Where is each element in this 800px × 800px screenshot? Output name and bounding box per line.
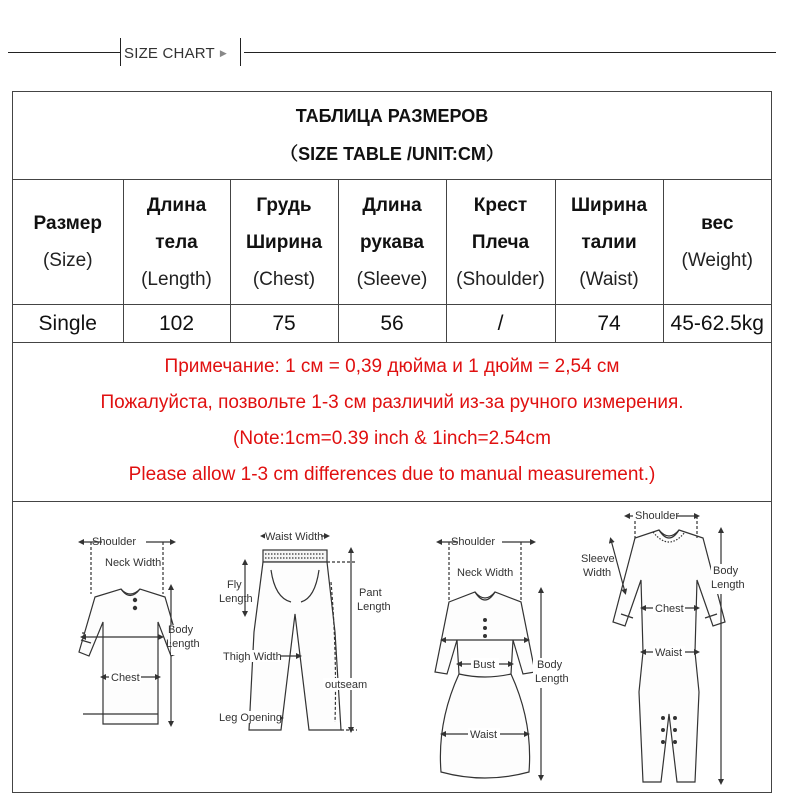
size-table — [13, 180, 771, 343]
column-header-sleeve: Длина рукава (Sleeve) — [338, 180, 446, 305]
dress-shoulder-label: Shoulder — [451, 536, 496, 548]
shirt-shoulder-label: Shoulder — [92, 536, 137, 548]
dress-waist-label: Waist — [470, 729, 498, 741]
cell-chest: 75 — [230, 305, 338, 343]
header-tick-left — [120, 38, 121, 66]
romper-chest-label: Chest — [655, 603, 684, 615]
title-block — [13, 92, 771, 180]
pants-length-label: Length — [357, 601, 391, 613]
cell-weight: 45-62.5kg — [663, 305, 771, 343]
pants-fly-length-label: Length — [219, 593, 253, 605]
title-en: （SIZE TABLE /UNIT:CM） — [280, 144, 504, 164]
column-header-waist: Ширина талии (Waist) — [555, 180, 663, 305]
romper-length-label: Length — [711, 579, 745, 591]
column-header-chest: Грудь Ширина (Chest) — [230, 180, 338, 305]
table-row — [13, 305, 771, 343]
column-header-length: Длина тела (Length) — [123, 180, 230, 305]
header-rule-left — [8, 52, 120, 53]
measurement-illustrations — [13, 502, 771, 792]
measurement-notes — [13, 342, 771, 502]
pants-waist-width-label: Waist Width — [265, 531, 324, 543]
shirt-neck-width-label: Neck Width — [105, 557, 162, 569]
shirt-chest-label: Chest — [111, 672, 140, 684]
cell-length: 102 — [123, 305, 230, 343]
cell-size: Single — [13, 305, 123, 343]
dress-bust-label: Bust — [473, 659, 496, 671]
cell-sleeve: 56 — [338, 305, 446, 343]
note-line: Please allow 1-3 cm differences due to manual measurement.) — [128, 464, 656, 485]
romper-body-label: Body — [713, 565, 739, 577]
size-chart-frame — [12, 91, 772, 793]
dress-neck-width-label: Neck Width — [457, 567, 514, 579]
pants-outseam-label: outseam — [325, 679, 368, 691]
dress-length-label: Length — [535, 673, 569, 685]
cell-shoulder: / — [446, 305, 555, 343]
pants-waistband-icon — [263, 550, 327, 562]
table-header-row — [13, 180, 771, 305]
note-line: Примечание: 1 см = 0,39 дюйма и 1 дюйм = 2,54 см — [164, 356, 620, 377]
shirt-diagram — [79, 542, 181, 724]
shirt-length-label: Length — [166, 638, 200, 650]
title-ru: ТАБЛИЦА РАЗМЕРОВ — [295, 106, 489, 126]
size-chart-label: SIZE CHART — [124, 44, 215, 62]
play-arrow-icon: ▶ — [219, 47, 228, 58]
size-chart-heading — [124, 42, 240, 64]
cell-waist: 74 — [555, 305, 663, 343]
column-header-size: Размер (Size) — [13, 180, 123, 305]
header-tick-right — [240, 38, 241, 66]
header-rule-right — [244, 52, 776, 53]
note-line: Пожалуйста, позвольте 1-3 см различий из-за ручного измерения. — [100, 392, 684, 413]
romper-sleeve-label: Sleeve — [581, 553, 615, 565]
shirt-body-label: Body — [168, 624, 194, 636]
column-header-shoulder: Крест Плеча (Shoulder) — [446, 180, 555, 305]
pants-leg-opening-label: Leg Opening — [219, 712, 282, 724]
romper-shoulder-label: Shoulder — [635, 510, 680, 522]
column-header-weight: вес (Weight) — [663, 180, 771, 305]
pants-thigh-width-label: Thigh Width — [223, 651, 282, 663]
romper-waist-label: Waist — [655, 647, 683, 659]
pants-diagram — [245, 536, 357, 730]
note-line: (Note:1cm=0.39 inch & 1inch=2.54cm — [233, 428, 551, 449]
pants-fly-label: Fly — [227, 579, 242, 591]
romper-width-label: Width — [583, 567, 612, 579]
pants-outline-icon — [249, 562, 341, 730]
dress-body-label: Body — [537, 659, 563, 671]
shirt-outline-icon — [79, 589, 181, 724]
pants-pant-label: Pant — [359, 587, 382, 599]
